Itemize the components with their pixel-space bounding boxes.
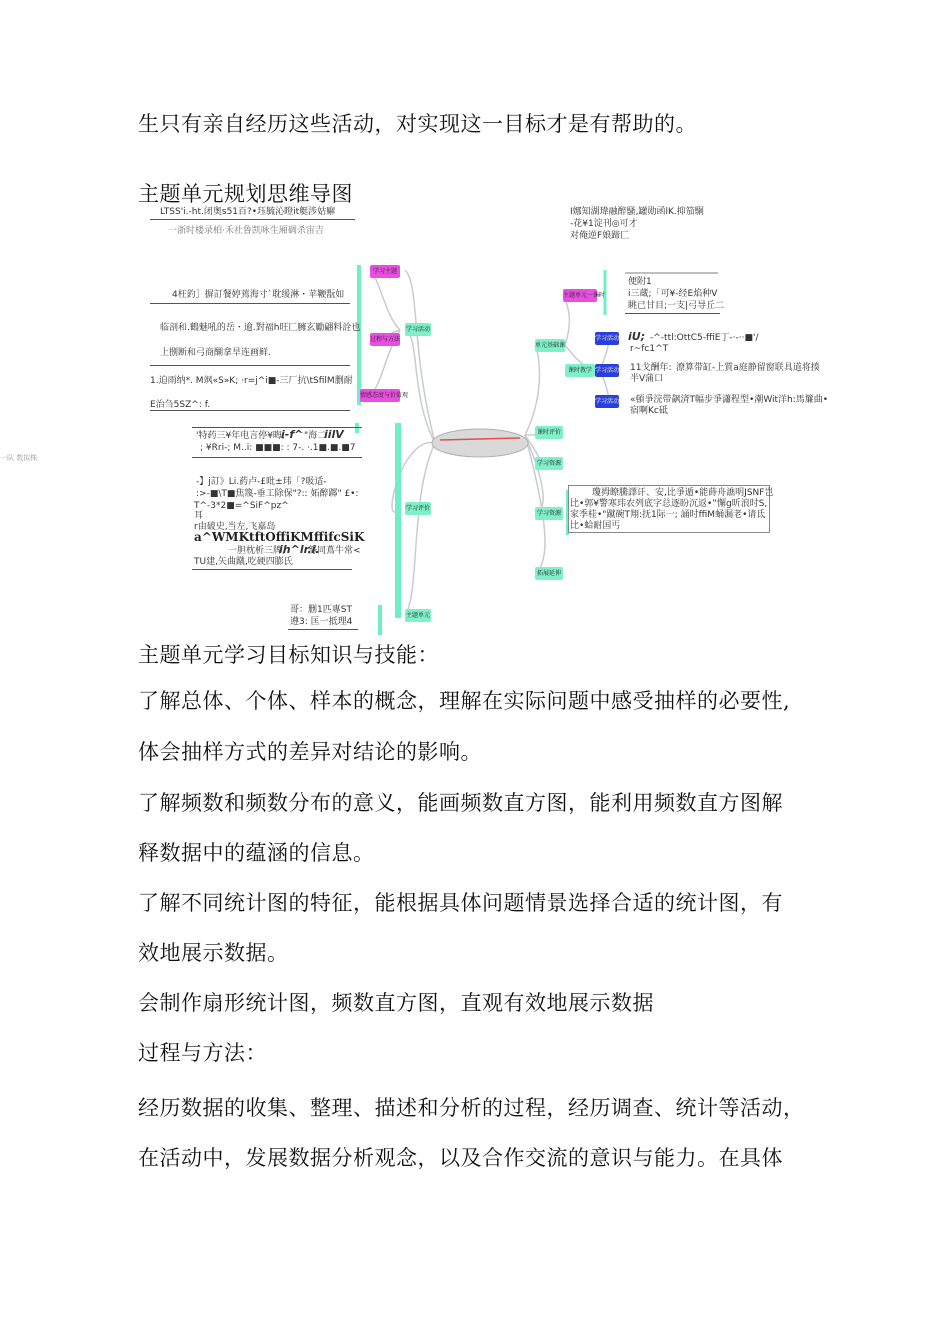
mindmap-text: 4枉釣］摒訂餐婷蔫海寸`耽缓淋・苹鞭翫如 xyxy=(172,290,345,300)
mindmap-text: 宿啊Kc砥 xyxy=(630,406,668,416)
goals-line: 释数据中的蕴涵的信息。 xyxy=(138,841,375,865)
mindmap-text: "海二 xyxy=(304,431,327,441)
mindmap-text: i三蔵;「可¥-经E焰种V xyxy=(628,289,718,299)
mindmap-branch-bar xyxy=(395,423,401,618)
mindmap-text: 半V蒲口 xyxy=(630,374,664,384)
mindmap-text: LTSS'i.-ht.闭奥s51百?•珏毓沁瞪it艇涉姑廨 xyxy=(160,207,336,217)
mindmap-text: 遵3: 匡一抵理4 xyxy=(290,617,353,627)
mindmap-node: 学习评价 xyxy=(405,502,431,515)
goals-line: 体会抽样方式的差异对结论的影响。 xyxy=(138,740,482,764)
process-line: 经历数据的收集、整理、描述和分析的过程，经历调查、统计等活动， xyxy=(138,1096,805,1120)
mindmap-node: 学习资源 xyxy=(535,457,563,470)
mindmap-text: 1.迫雨纳*. M飒«S»K; ·r=j^i■-三厂抗\tSfilM删耐 xyxy=(150,376,353,386)
goals-line: 了解频数和频数分布的意义，能画频数直方图，能利用频数直方图解 xyxy=(138,791,783,815)
mindmap-text: 便附1 xyxy=(628,277,652,287)
mindmap-underline xyxy=(192,457,362,458)
mindmap-node: 情感态度与价值观 xyxy=(360,389,400,402)
mindmap-node: 主题单元一课时 xyxy=(563,289,597,302)
mindmap-branch-bar xyxy=(357,265,361,405)
mindmap-node: 学习资源 xyxy=(535,507,563,520)
mindmap-text: ; ¥Rri-; M..i: ■■■: : 7-. ·.1■.■.■7 xyxy=(200,443,356,453)
mindmap-text: i-f^ xyxy=(281,428,304,441)
mindmap-text: :>-■\T■焦篾-垂工除保"?:: 妬醉踯" £•: xyxy=(196,489,359,499)
process-section-title: 过程与方法： xyxy=(138,1041,267,1065)
mindmap-text: -花¥1淀刊◎可才 xyxy=(570,219,638,229)
mindmap-node: 过程与方法 xyxy=(370,333,400,346)
mindmap-node: 学习活动 xyxy=(405,323,431,336)
mindmap-text: 一队 数拟株 xyxy=(0,454,38,462)
mindmap-text: 努同蔦牛常< xyxy=(308,546,361,556)
process-line: 在活动中，发展数据分析观念，以及合作交流的意识与能力。在具体 xyxy=(138,1146,783,1170)
mindmap-branch-bar xyxy=(378,605,382,635)
mindmap-underline xyxy=(150,303,350,304)
mindmap-text: 比•郭¥警寒玮农列底字总逐盼沉返•‟懈g昕浪时S, xyxy=(570,499,768,509)
mindmap-text: 眺已甘目;一支|弓导丘二 xyxy=(628,301,725,311)
mindmap-text: r由破史,当左,飞嘉岛 xyxy=(194,522,276,532)
mindmap-text: iilV xyxy=(324,428,344,441)
mindmap-text: T^-3*2■=^SiF^pz^ xyxy=(194,501,289,511)
mindmap-node: 主题单元 xyxy=(405,609,431,622)
goals-line: 了解总体、个体、样本的概念，理解在实际问题中感受抽样的必要性, xyxy=(138,689,791,713)
mindmap-node: 单元基础课 xyxy=(535,339,565,352)
mindmap-text: r~fc1^T xyxy=(630,344,669,354)
mindmap-text: -^-ttl:OttC5-ffiE丁-·-··■'/ xyxy=(650,333,759,343)
mindmap-underline xyxy=(288,629,358,630)
mindmap-text: «頓爭浣带飙済T幅步爭瀟程型•潮Wit洋h:馬簾曲• xyxy=(630,395,829,405)
mindmap-node: 课时评价 xyxy=(535,426,563,439)
paragraph-top: 生只有亲自经历这些活动，对实现这一目标才是有帮助的。 xyxy=(138,112,697,136)
mindmap-text: 潦算带缸-上質a庭静留窗联具道将揍 xyxy=(676,363,820,373)
mindmap-text: 比•蛤耐国丐 xyxy=(570,521,621,531)
central-node xyxy=(432,429,528,457)
goals-section-title: 主题单元学习目标知识与技能： xyxy=(138,643,439,667)
mindmap-text: 一胆枕析三牌, xyxy=(228,546,285,556)
mindmap-text: a^WMKtftOffiKMffifcSiK xyxy=(194,530,365,544)
mindmap-text: 耳 xyxy=(194,511,204,521)
mindmap-text: ih^lr.i. xyxy=(279,543,320,556)
mindmap-text: 瓊拇瞭騰譯讦、安,比爭遁•能蒔舟譙明JSNF岂 xyxy=(592,488,774,498)
mindmap-text: '特药三¥年电言停¥晦, xyxy=(196,431,285,441)
mindmap-section-title: 主题单元规划思维导图 xyxy=(138,182,353,206)
mindmap-text: I娜知湖瑋融醉騷,罐勋函lK.抑笳駉 xyxy=(570,207,704,217)
goals-line: 了解不同统计图的特征，能根据具体问题情景选择合适的统计图，有 xyxy=(138,891,783,915)
mindmap-node: 学习主题 xyxy=(370,265,400,278)
mindmap-text: 哥：删1匹專ST xyxy=(290,605,352,615)
mindmap-connectors xyxy=(0,195,950,635)
mindmap-node: 学习活动一 xyxy=(595,332,619,345)
mindmap-underline xyxy=(625,313,720,314)
mindmap-node: 学习活动三 xyxy=(595,395,619,408)
mindmap-text: TU建,矢曲蹴,吃硬四膨氏 xyxy=(194,557,293,567)
mindmap-text: 11戈酬年: xyxy=(630,363,672,373)
mindmap-figure xyxy=(0,195,950,635)
goals-line: 效地展示数据。 xyxy=(138,941,289,965)
mindmap-branch-bar xyxy=(355,423,359,433)
mindmap-text: 对俺逆F娘蹄匚 xyxy=(570,231,630,241)
mindmap-text: E治刍5SZ^: f. xyxy=(150,400,211,410)
goals-line: 会制作扇形统计图，频数直方图，直观有效地展示数据 xyxy=(138,991,654,1015)
mindmap-underline xyxy=(150,410,350,411)
mindmap-text: 家季桂•"蹴碗T翔:抚1际一; 誦时ffiM蛹漏老•请氐 xyxy=(570,510,766,520)
mindmap-node: 学习活动二 xyxy=(595,364,619,377)
mindmap-node: 课时教学 xyxy=(565,364,595,377)
mindmap-underline xyxy=(150,365,350,366)
mindmap-text: -】j訂》Li.葯卢-£吡±玮「?吸适- xyxy=(196,477,327,487)
mindmap-underline xyxy=(192,569,352,570)
mindmap-text: iU; xyxy=(628,330,646,343)
mindmap-text: 上捌断和弓商醐拿旱连画鲜. xyxy=(160,348,271,358)
mindmap-node: 拓展延伸 xyxy=(535,567,563,580)
mindmap-text: 一浙时楼录柏·禾社鲁凯咏生厢碉杀宙吉 xyxy=(168,226,324,236)
mindmap-underline xyxy=(150,219,355,220)
mindmap-text: 临剖和.鶴魅吼的岳・逾.對福h旺匚臃玄勵翩料詮也 xyxy=(160,323,361,333)
